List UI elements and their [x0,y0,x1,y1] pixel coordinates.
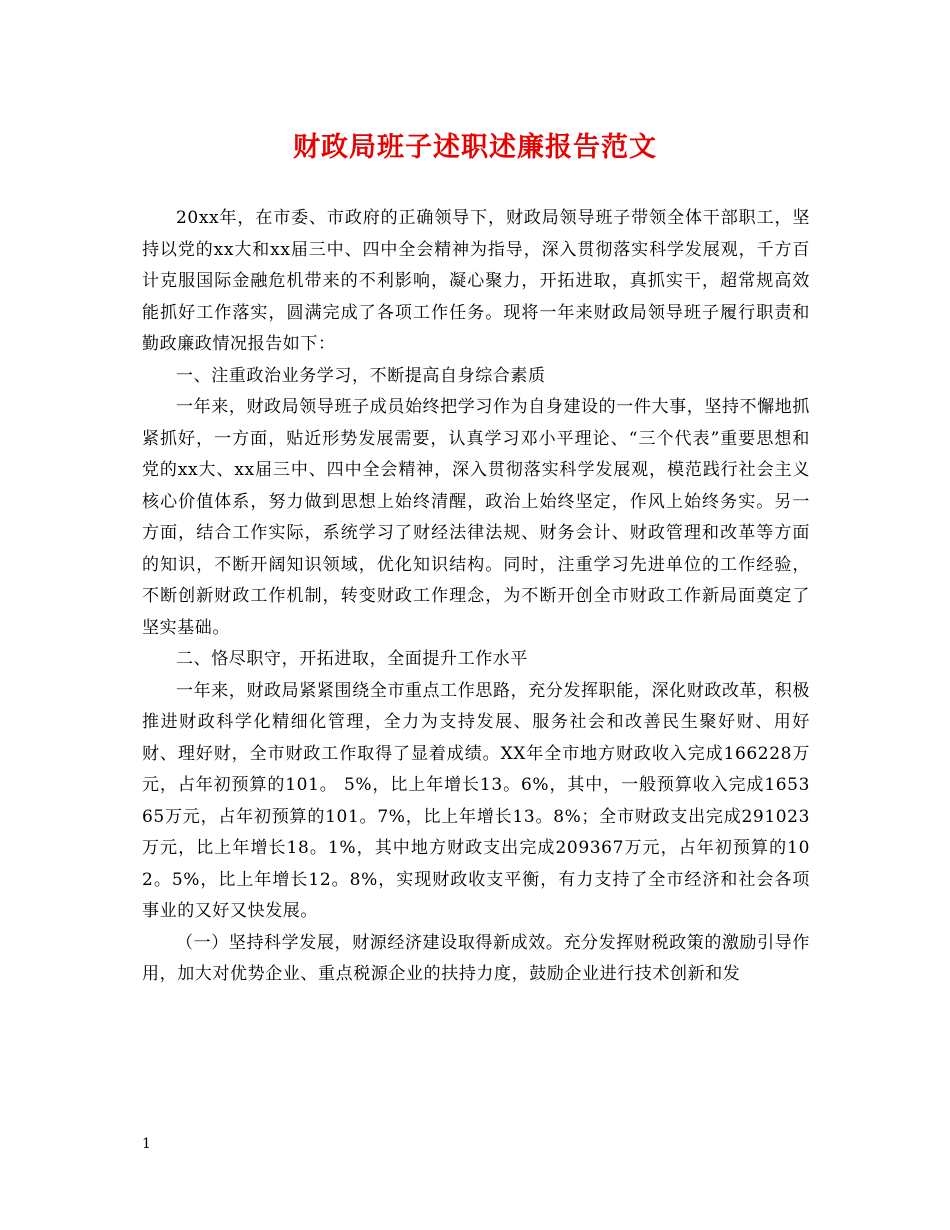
page-number: 1 [142,1136,151,1152]
paragraph-work-results: 一年来，财政局紧紧围绕全市重点工作思路，充分发挥职能，深化财政改革，积极推进财政科学化精细化管理，全力为支持发展、服务社会和改善民生聚好财、用好财、理好财，全市财政工作取得了显着成绩。XX年全市地方财政收入完成166228万元，占年初预算的101。 5%，比上年增长13。6%，其中，一般预算收入完成165365万元，占年初预算的101。7%，比上年增长13。8%；全市财政支出完成291023万元，比上年增长18。1%，其中地方财政支出完成209367万元，占年初预算的102。5%，比上年增长12。8%，实现财政收支平衡，有力支持了全市经济和社会各项事业的又好又快发展。 [142,680,810,921]
section-heading-2: 二、恪尽职守，开拓进取，全面提升工作水平 [176,649,528,669]
paragraph-study: 一年来，财政局领导班子成员始终把学习作为自身建设的一件大事，坚持不懈地抓紧抓好，一方面，贴近形势发展需要，认真学习邓小平理论、“三个代表”重要思想和党的xx大、xx届三中、四中全会精神，深入贯彻落实科学发展观，模范践行社会主义核心价值体系，努力做到思想上始终清醒，政治上始终坚定，作风上始终务实。另一方面，结合工作实际，系统学习了财经法律法规、财务会计、财政管理和改革等方面的知识，不断开阔知识领域，优化知识结构。同时，注重学习先进单位的工作经验，不断创新财政工作机制，转变财政工作理念，为不断开创全市财政工作新局面奠定了坚实基础。 [142,397,810,638]
section-heading-1: 一、注重政治业务学习，不断提高自身综合素质 [176,365,546,386]
paragraph-intro: 20xx年，在市委、市政府的正确领导下，财政局领导班子带领全体干部职工，坚持以党的xx大和xx届三中、四中全会精神为指导，深入贯彻落实科学发展观，千方百计克服国际金融危机带来的不利影响，凝心聚力，开拓进取，真抓实干，超常规高效能抓好工作落实，圆满完成了各项工作任务。现将一年来财政局领导班子履行职责和勤政廉政情况报告如下： [142,208,810,354]
paragraph-subsection-1: （一）坚持科学发展，财源经济建设取得新成效。充分发挥财税政策的激励引导作用，加大对优势企业、重点税源企业的扶持力度，鼓励企业进行技术创新和发 [142,932,810,984]
document-title: 财政局班子述职述廉报告范文 [293,132,657,163]
document-body [142,203,810,991]
